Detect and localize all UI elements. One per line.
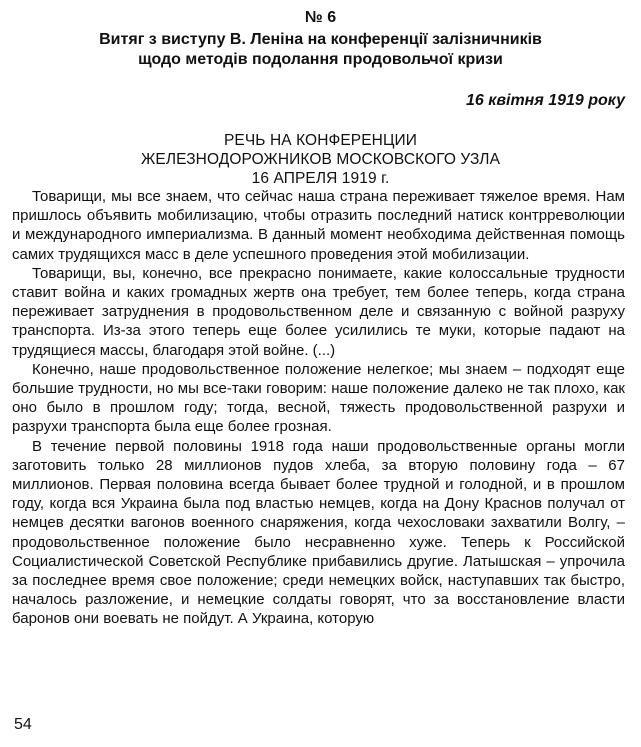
speech-heading-line: РЕЧЬ НА КОНФЕРЕНЦИИ <box>223 132 418 149</box>
paragraph: В течение первой половины 1918 года наши продовольственные органы могли заготовить только 28 миллионов пудов хлеба, за вторую половину года – 67 миллионов. Первая половина всегда бывает более трудной и голодной, и в прошлом году, когда вся Украина была под властью немцев, когда на Дону Краснов получал от немцев десятки вагонов военного снаряжения, когда чехословаки захватили Волгу, – продовольственное положение было несравненно хуже. Теперь к Российской Социалистической Советской Республике прибавились другие. Латышская – упрочила за последнее время свое положение; среди немецких войск, наступавших так быстро, началось разложение, и немецкие солдаты говорят, что за восстановление власти баронов они воевать не пойдут. А Украина, которую <box>12 437 625 628</box>
document-title-line: щодо методів подолання продовольчої кризи <box>138 51 503 68</box>
paragraph: Товарищи, мы все знаем, что сейчас наша страна переживает тяжелое время. Нам пришлось объявить мобилизацию, чтобы отразить последний натиск контрреволюции и международного империализма. В данный момент необходима действенная помощь самих трудящихся масс в деле успешного проведения этой мобилизации. <box>12 188 625 263</box>
speech-heading-line: ЖЕЛЕЗНОДОРОЖНИКОВ МОСКОВСКОГО УЗЛА <box>140 151 501 168</box>
speech-heading <box>60 131 581 188</box>
page-number: 54 <box>14 716 32 733</box>
paragraph: Товарищи, вы, конечно, все прекрасно понимаете, какие колоссальные трудности ставит война и каких громадных жертв она требует, тем более теперь, когда страна переживает затруднения в продовольственном деле и связанную с войной разруху транспорта. Из-за этого теперь еще более усилились те муки, которые падают на трудящиеся массы, благодаря этой войне. (...) <box>12 264 625 359</box>
speech-body <box>12 187 625 629</box>
document-number: № 6 <box>304 9 337 26</box>
speech-heading-line: 16 АПРЕЛЯ 1919 г. <box>251 170 390 187</box>
document-title <box>40 30 601 70</box>
document-title-line: Витяг з виступу В. Леніна на конференції залізничників <box>99 31 542 48</box>
document-date: 16 квітня 1919 року <box>465 92 625 109</box>
paragraph: Конечно, наше продовольственное положение нелегкое; мы знаем – подходят еще большие трудности, но мы все-таки говорим: наше положение далеко не так плохо, как оно было в прошлом году; тогда, весной, тяжесть продовольственной разрухи и разрухи транспорта была еще более грозная. <box>12 360 625 436</box>
